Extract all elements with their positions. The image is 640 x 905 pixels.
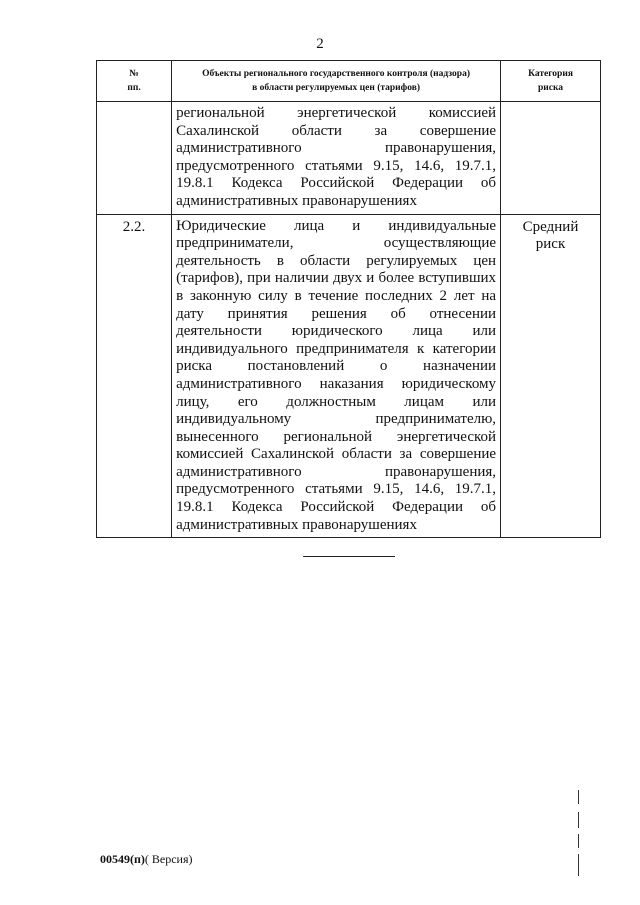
document-version: ( Версия) xyxy=(144,852,193,866)
row-number xyxy=(97,102,172,215)
header-number-label: № пп. xyxy=(127,69,141,93)
row-category xyxy=(501,214,601,538)
header-objects-label: Объекты регионального государственного контроля (надзора) в области регулируемых цен (тарифов) xyxy=(202,69,470,93)
row-category xyxy=(501,102,601,215)
row-object-text: Юридические лица и индивидуальные предприниматели, осуществляющие деятельность в области регулируемых цен (тарифов), при наличии двух и более вступивших в законную силу в течение последних 2 лет на дату принятия решения об отнесении деятельности юридического лица или индивидуального предпринимателя к категории риска постановлений о назначении административного наказания юридическому лицу, его должностным лицам или индивидуальному предпринимателю, вынесенного региональной энергетической комиссией Сахалинской области за совершение административного правонарушения, предусмотренного статьями 9.15, 14.6, 19.7.1, 19.8.1 Кодекса Российской Федерации об административных правонарушениях xyxy=(172,214,501,538)
risk-category-table xyxy=(96,60,601,538)
scan-margin-marks xyxy=(578,790,582,880)
document-code: 00549(п) xyxy=(100,852,145,866)
page-number: 2 xyxy=(316,36,324,52)
header-objects xyxy=(172,61,501,102)
table-header-row xyxy=(97,61,601,102)
row-category-label: Средний риск xyxy=(522,218,579,253)
header-number xyxy=(97,61,172,102)
table-row xyxy=(97,102,601,215)
table-row xyxy=(97,214,601,538)
row-object-text: региональной энергетической комиссией Сахалинской области за совершение административного правонарушения, предусмотренного статьями 9.15, 14.6, 19.7.1, 19.8.1 Кодекса Российской Федерации об административных правонарушениях xyxy=(172,102,501,215)
header-category-label: Категория риска xyxy=(528,69,573,93)
end-of-document-rule xyxy=(303,556,395,557)
document-footer xyxy=(100,852,193,867)
row-number: 2.2. xyxy=(97,214,172,538)
header-category xyxy=(501,61,601,102)
